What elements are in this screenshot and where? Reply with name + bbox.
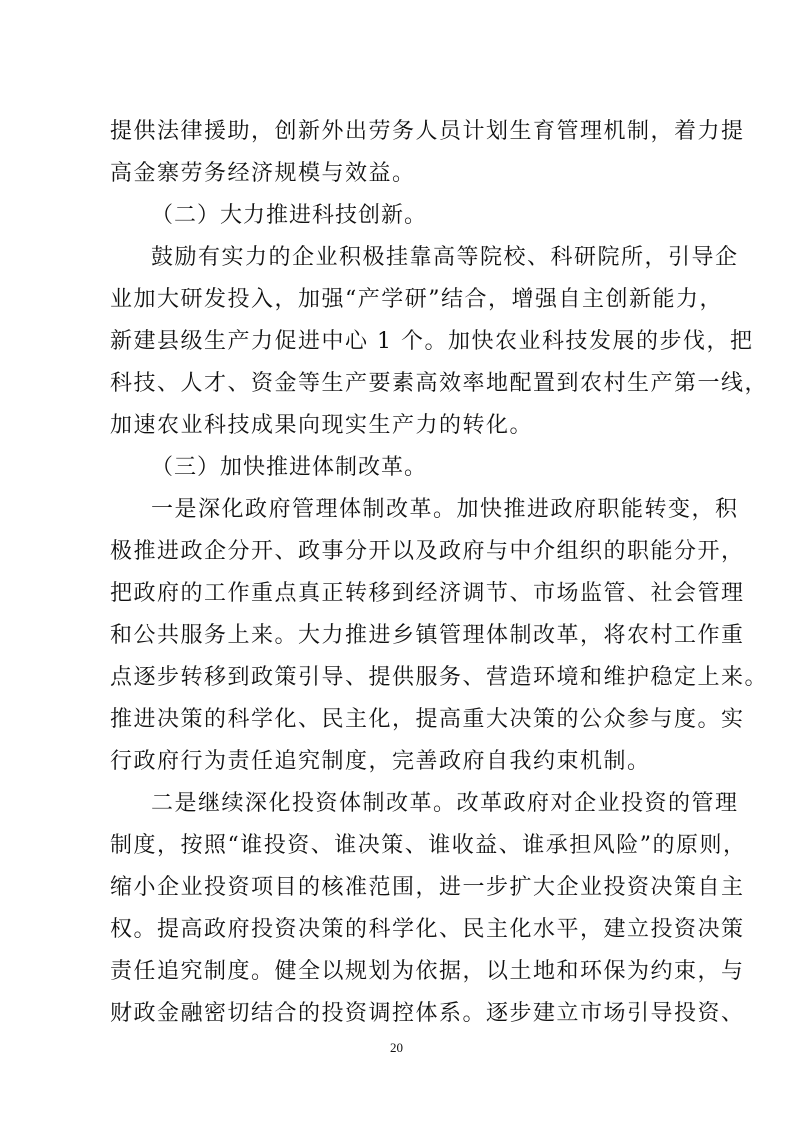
paragraph-line: 权。提高政府投资决策的科学化、民主化水平，建立投资决策 (110, 917, 745, 942)
page-number: 20 (390, 1040, 403, 1055)
paragraph-line: 缩小企业投资项目的核准范围，进一步扩大企业投资决策自主 (110, 875, 745, 900)
paragraph-line: 把政府的工作重点真正转移到经济调节、市场监管、社会管理 (110, 581, 745, 606)
paragraph-line: 科技、人才、资金等生产要素高效率地配置到农村生产第一线， (110, 371, 769, 396)
paragraph-line: 点逐步转移到政策引导、提供服务、营造环境和维护稳定上来。 (110, 665, 769, 690)
paragraph-line: 一是深化政府管理体制改革。加快推进政府职能转变，积 (151, 497, 739, 522)
paragraph-line: 加速农业科技成果向现实生产力的转化。 (110, 413, 534, 438)
paragraph-line: 新建县级生产力促进中心 1 个。加快农业科技发展的步伐，把 (110, 329, 754, 354)
paragraph-line: 鼓励有实力的企业积极挂靠高等院校、科研院所，引导企 (151, 245, 739, 270)
paragraph-line: 推进决策的科学化、民主化，提高重大决策的公众参与度。实 (110, 707, 745, 732)
paragraph-line: 制度，按照“谁投资、谁决策、谁收益、谁承担风险”的原则， (110, 833, 747, 858)
paragraph-line: 责任追究制度。健全以规划为依据，以土地和环保为约束，与 (110, 959, 745, 984)
paragraph-line: 提供法律援助，创新外出劳务人员计划生育管理机制，着力提 (110, 119, 745, 144)
paragraph-line: 财政金融密切结合的投资调控体系。逐步建立市场引导投资、 (110, 1001, 745, 1026)
paragraph-line: 极推进政企分开、政事分开以及政府与中介组织的职能分开， (110, 539, 745, 564)
paragraph-line: 高金寨劳务经济规模与效益。 (110, 161, 416, 186)
paragraph-line: 行政府行为责任追究制度，完善政府自我约束机制。 (110, 749, 651, 774)
section-heading-3: （三）加快推进体制改革。 (151, 455, 428, 480)
section-heading-2: （二）大力推进科技创新。 (151, 203, 428, 228)
paragraph-line: 和公共服务上来。大力推进乡镇管理体制改革，将农村工作重 (110, 623, 745, 648)
paragraph-line: 业加大研发投入，加强“产学研”结合，增强自主创新能力， (110, 287, 723, 312)
paragraph-line: 二是继续深化投资体制改革。改革政府对企业投资的管理 (151, 791, 739, 816)
